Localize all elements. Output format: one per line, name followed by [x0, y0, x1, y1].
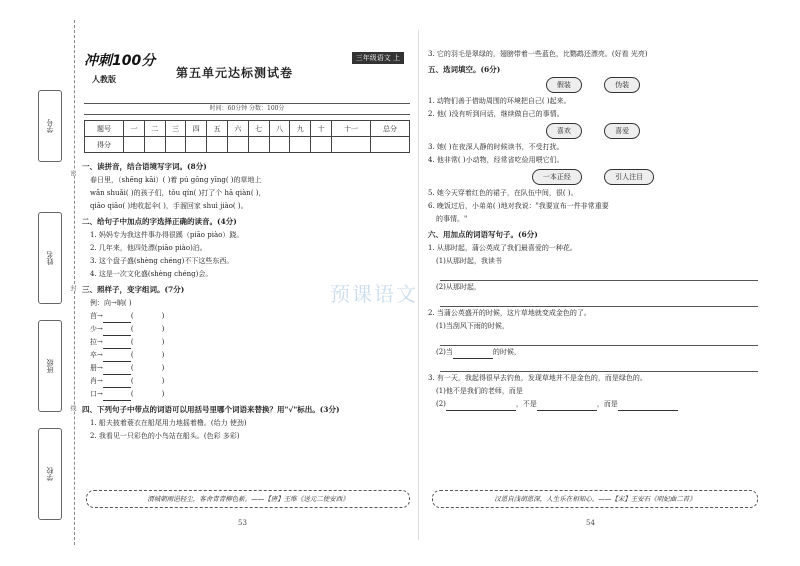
word-item: 口→ ( ) [82, 388, 410, 401]
question-line: 6. 晚饭过后，小弟弟( )地对我说："我要宣布一件非常重要 [428, 202, 609, 210]
score-table [84, 120, 410, 153]
question-line: qiāo qiāo( )地收起伞( )，手溜回家 shuì jiào( )。 [90, 202, 248, 210]
word-item: 肖→ ( ) [82, 375, 410, 388]
page-divider [418, 30, 419, 540]
score-cell[interactable] [124, 137, 145, 153]
score-cell[interactable] [269, 137, 290, 153]
score-cell[interactable] [370, 137, 409, 153]
question-line: 3. 有一天，我起得很早去钓鱼，发现草地并不是金色的，而是绿色的。 [428, 374, 647, 382]
question-line: 4. 他非常( )小动物，经常省吃俭用喂它们。 [428, 156, 564, 164]
student-id-box[interactable]: 学号 [38, 90, 62, 162]
seal-label: 封 [69, 285, 76, 291]
question-line: 2. 我看见一只彩色的小鸟站在船头。(色彩 多彩) [90, 432, 240, 440]
exam-title: 第五单元达标测试卷 [176, 66, 294, 80]
answer-blank[interactable] [103, 353, 131, 362]
question-line: 2. 几年来，他四处漂(piāo piào)泊。 [90, 244, 207, 252]
score-cell[interactable] [311, 137, 332, 153]
score-cell[interactable] [227, 137, 248, 153]
class-box[interactable]: 班级 [38, 320, 62, 412]
table-cell: 八 [269, 121, 290, 137]
word-choice: 伪装 [604, 77, 640, 93]
word-choice-row [428, 123, 758, 139]
score-table-score-row [85, 137, 410, 153]
table-cell: 题号 [85, 121, 124, 137]
question-line: 4. 这是一次文化盛(shèng chéng)会。 [90, 270, 213, 278]
table-cell: 得分 [85, 137, 124, 153]
answer-line[interactable] [440, 294, 758, 307]
answer-blank[interactable] [537, 402, 597, 411]
score-cell[interactable] [186, 137, 207, 153]
watermark: 预课语文 [330, 282, 418, 306]
writing-prompt: (2)从那时起， [436, 283, 481, 291]
question-line: 春日里，（shēng kāi）( )着 pú gōng yīng( )的草地上 [90, 176, 262, 184]
score-cell[interactable] [331, 137, 370, 153]
word-choice: 假装 [546, 77, 582, 93]
word-choice: 喜爱 [604, 123, 640, 139]
question-line: 1. 从那时起，蒲公英成了我们最喜爱的一种花。 [428, 244, 577, 252]
answer-blank[interactable] [103, 327, 131, 336]
school-box[interactable]: 学校 [38, 428, 62, 520]
answer-line[interactable] [440, 333, 758, 346]
score-cell[interactable] [165, 137, 186, 153]
word-item: 卒→ ( ) [82, 349, 410, 362]
word-choice: 喜欢 [546, 123, 582, 139]
binding-margin [32, 20, 88, 545]
question-line: 2. 他( )没有听到问话，继续做自己的事情。 [428, 110, 564, 118]
time-info: 时间：60分钟 分数：100分 [84, 103, 410, 115]
word-choice-row [428, 169, 758, 185]
section-1-title: 一、读拼音，结合语境写字词。(8分) [82, 162, 207, 171]
writing-prompt: (1)他不是我们的老师，而是 [436, 387, 523, 395]
page-number: 54 [586, 519, 595, 527]
table-cell: 五 [207, 121, 228, 137]
question-line: wǎn shuǎi( )的孩子们，tǒu qín( )打了个 hā qiàn( )， [90, 189, 266, 197]
answer-line[interactable] [440, 359, 758, 372]
question-line: 1. 妈妈专为我这件事办得很蹊（piāo piào）跷。 [90, 231, 244, 239]
edition-label: 人教版 [92, 74, 116, 84]
answer-blank[interactable] [103, 366, 131, 375]
brand-logo: 冲刺100分 [84, 53, 156, 69]
answer-blank[interactable] [103, 392, 131, 401]
score-cell[interactable] [144, 137, 165, 153]
question-line: 3. 这个盘子盛(shèng chéng)不下这些东西。 [90, 257, 234, 265]
answer-blank[interactable] [103, 314, 131, 323]
grade-badge: 三年级语文 上 [352, 52, 404, 64]
answer-line[interactable] [440, 268, 758, 281]
question-line: 3. 它的羽毛是翠绿的，翅膀带着一些蓝色，比鹦鹉还漂亮。(好看 光亮) [428, 50, 648, 58]
answer-blank[interactable] [618, 402, 678, 411]
seal-line [74, 20, 75, 545]
word-choice: 一本正经 [532, 169, 582, 185]
word-item: 册→ ( ) [82, 362, 410, 375]
question-line: 1. 动物们善于借助周围的环境把自己( )起来。 [428, 97, 571, 105]
exam-header [84, 48, 410, 100]
answer-blank[interactable] [103, 379, 131, 388]
question-line: 2. 当蒲公英盛开的时候，这片草地就变成金色的了。 [428, 309, 591, 317]
seal-label: 密 [69, 170, 76, 176]
table-cell: 六 [227, 121, 248, 137]
score-cell[interactable] [290, 137, 311, 153]
table-cell: 四 [186, 121, 207, 137]
score-cell[interactable] [207, 137, 228, 153]
table-cell: 七 [248, 121, 269, 137]
word-item: 拉→ ( ) [82, 336, 410, 349]
writing-prompt: (1)从那时起，我读书 [436, 257, 502, 265]
name-box[interactable]: 姓名 [38, 212, 62, 304]
writing-prompt: (2) ，不是 ，而是 [428, 398, 758, 411]
page-number: 53 [238, 519, 247, 527]
poem-quote: 渭城朝雨浥轻尘，客舍青青柳色新。——【唐】王维《送元二使安西》 [86, 490, 410, 508]
score-cell[interactable] [248, 137, 269, 153]
answer-blank[interactable] [103, 340, 131, 349]
table-cell: 十 [311, 121, 332, 137]
word-item: 莒→ ( ) [82, 310, 410, 323]
seal-label: 线 [69, 405, 76, 411]
table-cell: 三 [165, 121, 186, 137]
word-item: 少→ ( ) [82, 323, 410, 336]
question-line: 5. 她今天穿着红色的裙子，在队伍中间，很( )。 [428, 189, 578, 197]
poem-quote: 汉恩自浅胡恩深，人生乐在相知心。——【宋】王安石《明妃曲二首》 [432, 490, 758, 508]
writing-prompt: (2)当 的时候， [428, 346, 758, 359]
right-page [428, 48, 758, 411]
example-line: 例：向→晌( ) [90, 299, 132, 307]
question-line: 1. 船夫披着蓑衣在船尾用力地摇着橹。(给力 使劲) [90, 419, 247, 427]
question-line: 的事情。" [436, 215, 468, 223]
answer-blank[interactable] [446, 402, 516, 411]
score-table-header-row [85, 121, 410, 137]
section-5-title: 五、选词填空。(6分) [428, 65, 501, 74]
section-3-title: 三、照样子，变字组词。(7分) [82, 285, 185, 294]
question-line: 3. 她( )在夜深人静的时候读书，不受打扰。 [428, 143, 564, 151]
answer-blank[interactable] [453, 350, 493, 359]
section-2-title: 二、给句子中加点的字选择正确的读音。(4分) [82, 217, 237, 226]
section-6-title: 六、用加点的词语写句子。(6分) [428, 230, 538, 239]
section-4-title: 四、下列句子中带点的词语可以用括号里哪个词语来替换？用"√"标出。(3分) [82, 405, 340, 414]
writing-prompt: (1)当刮风下雨的时候， [436, 322, 509, 330]
table-cell: 一 [124, 121, 145, 137]
table-cell: 九 [290, 121, 311, 137]
table-cell: 二 [144, 121, 165, 137]
word-choice: 引人注目 [604, 169, 654, 185]
table-cell: 总分 [370, 121, 409, 137]
word-choice-row [428, 77, 758, 93]
table-cell: 十一 [331, 121, 370, 137]
